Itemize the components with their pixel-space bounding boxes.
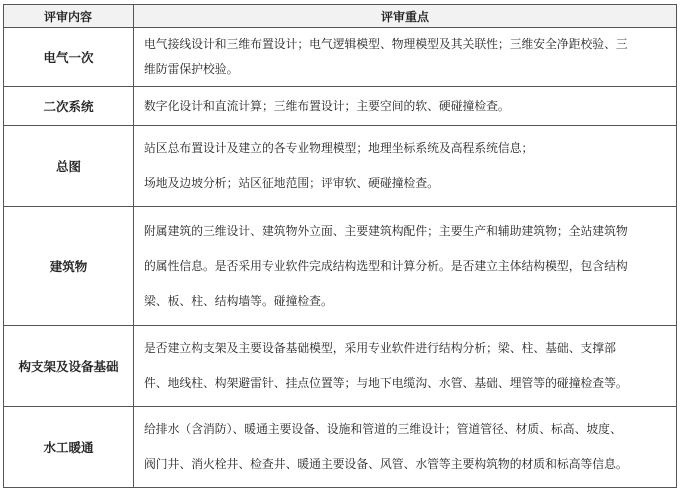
table-body (4, 28, 677, 488)
description-line: 梁、板、柱、结构墙等。碰撞检查。 (144, 293, 333, 308)
row-category: 二次系统 (4, 87, 134, 126)
description-line: 场地及边坡分析；站区征地范围；评审软、硬碰撞检查。 (144, 176, 439, 190)
row-category: 构支架及设备基础 (4, 326, 134, 407)
table-row (4, 87, 677, 126)
table-row (4, 207, 677, 326)
header-review-content: 评审内容 (4, 5, 134, 28)
table-row (4, 407, 677, 488)
row-category: 水工暖通 (4, 407, 134, 488)
table-row (4, 326, 677, 407)
table-row (4, 126, 677, 207)
description-line: 是否建立构支架及主要设备基础模型，采用专业软件进行结构分析；梁、柱、基础、支撑部 (144, 341, 616, 355)
description-line: 附属建筑的三维设计、建筑物外立面、主要建筑构配件；主要生产和辅助建筑物；全站建筑物 (144, 223, 628, 238)
header-review-focus: 评审重点 (134, 5, 677, 28)
row-description (134, 126, 677, 207)
row-description (134, 28, 677, 87)
description-line: 站区总布置设计及建立的各专业物理模型；地理坐标系统及高程系统信息； (144, 141, 534, 155)
row-description (134, 326, 677, 407)
review-table (3, 4, 677, 488)
description-line: 的属性信息。是否采用专业软件完成结构选型和计算分析。是否建立主体结构模型，包含结构 (144, 258, 628, 273)
description-line: 电气接线设计和三维布置设计；电气逻辑模型、物理模型及其关联性；三维安全净距校验、三 (144, 37, 628, 51)
description-line: 件、地线柱、构架避雷针、挂点位置等；与地下电缆沟、水管、基础、埋管等的碰撞检查等。 (144, 376, 628, 390)
table-header (4, 5, 677, 28)
row-category: 建筑物 (4, 207, 134, 326)
description-line: 阀门井、消火栓井、检查井、暖通主要设备、风管、水管等主要构筑物的材质和标高等信息。 (144, 457, 628, 471)
row-description (134, 87, 677, 126)
description-line: 给排水（含消防）、暖通主要设备、设施和管道的三维设计；管道管径、材质、标高、坡度、 (144, 422, 622, 436)
row-category: 总图 (4, 126, 134, 207)
header-row (4, 5, 677, 28)
review-table-container (3, 4, 676, 480)
row-description (134, 207, 677, 326)
table-row (4, 28, 677, 87)
description-line: 数字化设计和直流计算；三维布置设计；主要空间的软、硬碰撞检查。 (144, 98, 510, 113)
row-category: 电气一次 (4, 28, 134, 87)
description-line: 维防雷保护校验。 (144, 62, 239, 76)
row-description (134, 407, 677, 488)
